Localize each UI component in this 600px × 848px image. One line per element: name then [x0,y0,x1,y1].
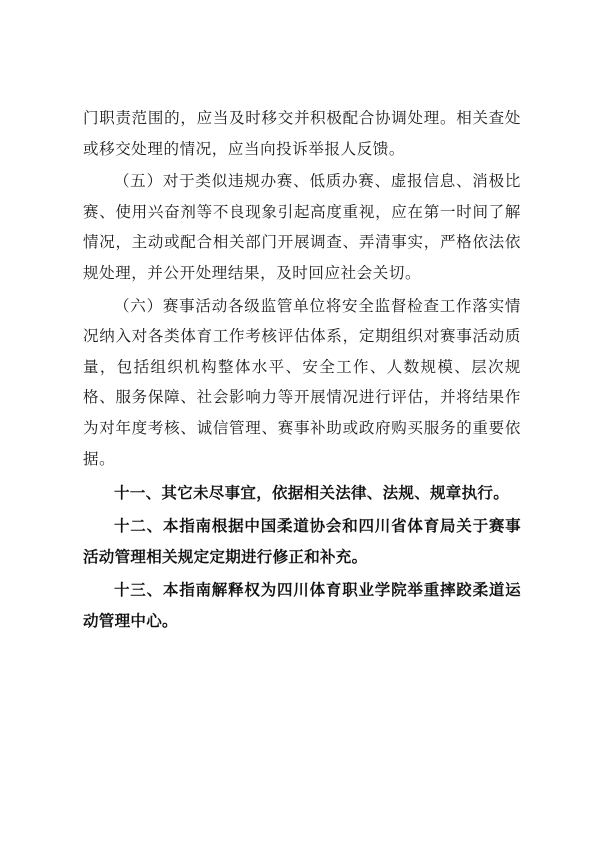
article-11: 十一、其它未尽事宜，依据相关法律、法规、规章执行。 [114,484,510,503]
paragraph-item-6: （六）赛事活动各级监管单位将安全监督检查工作落实情况纳入对各类体育工作考核评估体系，定期组织对赛事活动质量，包括组织机构整体水平、安全工作、人数规模、层次规格、服务保障、社会影响力等开展情况进行评估，并将结果作为对年度考核、诚信管理、赛事补助或政府购买服务的重要依据。 [83,296,521,468]
paragraph-continuation: 门职责范围的，应当及时移交并积极配合协调处理。相关查处或移交处理的情况，应当向投诉举报人反馈。 [83,109,521,158]
article-12: 十二、本指南根据中国柔道协会和四川省体育局关于赛事活动管理相关规定定期进行修正和补充。 [83,517,521,567]
document-body [83,103,521,637]
article-13: 十三、本指南解释权为四川体育职业学院举重摔跤柔道运动管理中心。 [83,581,521,631]
paragraph-item-5: （五）对于类似违规办赛、低质办赛、虚报信息、消极比赛、使用兴奋剂等不良现象引起高度重视，应在第一时间了解情况，主动或配合相关部门开展调查、弄清事实，严格依法依规处理，并公开处理结果，及时回应社会关切。 [83,172,521,282]
